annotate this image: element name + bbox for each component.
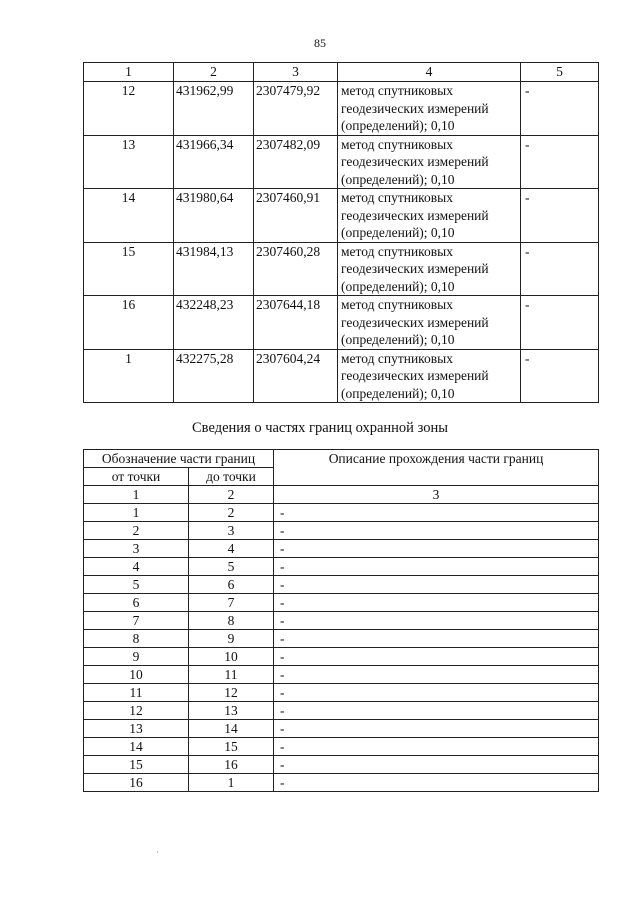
description-cell: - bbox=[274, 558, 599, 576]
parts-header-row bbox=[84, 450, 599, 468]
description-cell: - bbox=[274, 666, 599, 684]
from-point-cell: 4 bbox=[84, 558, 189, 576]
y-coordinate-cell: 2307460,28 bbox=[254, 242, 338, 296]
column-index: 2 bbox=[189, 486, 274, 504]
description-cell: - bbox=[274, 504, 599, 522]
to-point-cell: 2 bbox=[189, 504, 274, 522]
point-number-cell: 13 bbox=[84, 135, 174, 189]
column-header: 3 bbox=[254, 63, 338, 82]
description-cell: - bbox=[274, 540, 599, 558]
table-row bbox=[84, 522, 599, 540]
from-point-cell: 9 bbox=[84, 648, 189, 666]
point-number-cell: 14 bbox=[84, 189, 174, 243]
method-cell: метод спутниковых геодезических измерений (определений); 0,10 bbox=[338, 189, 521, 243]
description-cell: - bbox=[274, 648, 599, 666]
from-point-cell: 2 bbox=[84, 522, 189, 540]
from-point-cell: 12 bbox=[84, 702, 189, 720]
method-cell: метод спутниковых геодезических измерений (определений); 0,10 bbox=[338, 349, 521, 403]
method-cell: метод спутниковых геодезических измерений (определений); 0,10 bbox=[338, 135, 521, 189]
to-point-cell: 8 bbox=[189, 612, 274, 630]
table-row bbox=[84, 82, 599, 136]
from-point-cell: 1 bbox=[84, 504, 189, 522]
method-cell: метод спутниковых геодезических измерений (определений); 0,10 bbox=[338, 296, 521, 350]
table-row bbox=[84, 720, 599, 738]
to-point-cell: 16 bbox=[189, 756, 274, 774]
to-point-cell: 13 bbox=[189, 702, 274, 720]
page-number: 85 bbox=[314, 36, 326, 50]
description-cell: - bbox=[274, 774, 599, 792]
description-cell: - bbox=[274, 522, 599, 540]
y-coordinate-cell: 2307604,24 bbox=[254, 349, 338, 403]
from-point-cell: 14 bbox=[84, 738, 189, 756]
coordinates-header-row bbox=[84, 63, 599, 82]
table-row bbox=[84, 684, 599, 702]
to-point-cell: 15 bbox=[189, 738, 274, 756]
y-coordinate-cell: 2307460,91 bbox=[254, 189, 338, 243]
to-point-cell: 6 bbox=[189, 576, 274, 594]
column-index: 1 bbox=[84, 486, 189, 504]
y-coordinate-cell: 2307482,09 bbox=[254, 135, 338, 189]
point-number-cell: 1 bbox=[84, 349, 174, 403]
to-point-cell: 14 bbox=[189, 720, 274, 738]
column-header: 2 bbox=[174, 63, 254, 82]
table-row bbox=[84, 349, 599, 403]
description-cell: - bbox=[274, 576, 599, 594]
table-row bbox=[84, 540, 599, 558]
to-point-cell: 12 bbox=[189, 684, 274, 702]
from-point-cell: 3 bbox=[84, 540, 189, 558]
from-point-cell: 7 bbox=[84, 612, 189, 630]
description-cell: - bbox=[274, 684, 599, 702]
section-title: Сведения о частях границ охранной зоны bbox=[192, 420, 448, 436]
description-cell: - bbox=[521, 242, 599, 296]
x-coordinate-cell: 431984,13 bbox=[174, 242, 254, 296]
table-row bbox=[84, 630, 599, 648]
table-row bbox=[84, 594, 599, 612]
point-number-cell: 12 bbox=[84, 82, 174, 136]
description-cell: - bbox=[274, 720, 599, 738]
from-point-cell: 6 bbox=[84, 594, 189, 612]
table-row bbox=[84, 738, 599, 756]
from-point-header: от точки bbox=[84, 468, 189, 486]
table-row bbox=[84, 135, 599, 189]
to-point-cell: 1 bbox=[189, 774, 274, 792]
y-coordinate-cell: 2307644,18 bbox=[254, 296, 338, 350]
table-row bbox=[84, 612, 599, 630]
scan-speck: · bbox=[156, 848, 159, 857]
parts-index-row bbox=[84, 486, 599, 504]
to-point-cell: 9 bbox=[189, 630, 274, 648]
to-point-cell: 11 bbox=[189, 666, 274, 684]
description-cell: - bbox=[521, 135, 599, 189]
point-number-cell: 15 bbox=[84, 242, 174, 296]
column-header: 1 bbox=[84, 63, 174, 82]
table-row bbox=[84, 774, 599, 792]
table-row bbox=[84, 756, 599, 774]
table-row bbox=[84, 296, 599, 350]
boundary-part-designation-header: Обозначение части границ bbox=[84, 450, 274, 468]
table-row bbox=[84, 648, 599, 666]
description-cell: - bbox=[274, 612, 599, 630]
description-cell: - bbox=[521, 349, 599, 403]
x-coordinate-cell: 432275,28 bbox=[174, 349, 254, 403]
from-point-cell: 16 bbox=[84, 774, 189, 792]
from-point-cell: 15 bbox=[84, 756, 189, 774]
boundary-parts-table bbox=[83, 449, 599, 792]
y-coordinate-cell: 2307479,92 bbox=[254, 82, 338, 136]
from-point-cell: 5 bbox=[84, 576, 189, 594]
table-row bbox=[84, 189, 599, 243]
column-header: 5 bbox=[521, 63, 599, 82]
boundary-description-header: Описание прохождения части границ bbox=[274, 450, 599, 486]
point-number-cell: 16 bbox=[84, 296, 174, 350]
coordinates-table bbox=[83, 62, 599, 403]
column-index: 3 bbox=[274, 486, 599, 504]
to-point-header: до точки bbox=[189, 468, 274, 486]
description-cell: - bbox=[274, 630, 599, 648]
from-point-cell: 10 bbox=[84, 666, 189, 684]
column-header: 4 bbox=[338, 63, 521, 82]
description-cell: - bbox=[274, 594, 599, 612]
table-row bbox=[84, 666, 599, 684]
from-point-cell: 8 bbox=[84, 630, 189, 648]
description-cell: - bbox=[521, 296, 599, 350]
table-row bbox=[84, 576, 599, 594]
from-point-cell: 13 bbox=[84, 720, 189, 738]
table-row bbox=[84, 558, 599, 576]
x-coordinate-cell: 431980,64 bbox=[174, 189, 254, 243]
to-point-cell: 5 bbox=[189, 558, 274, 576]
description-cell: - bbox=[521, 189, 599, 243]
to-point-cell: 3 bbox=[189, 522, 274, 540]
description-cell: - bbox=[274, 756, 599, 774]
to-point-cell: 7 bbox=[189, 594, 274, 612]
x-coordinate-cell: 432248,23 bbox=[174, 296, 254, 350]
description-cell: - bbox=[274, 738, 599, 756]
method-cell: метод спутниковых геодезических измерений (определений); 0,10 bbox=[338, 82, 521, 136]
method-cell: метод спутниковых геодезических измерений (определений); 0,10 bbox=[338, 242, 521, 296]
from-point-cell: 11 bbox=[84, 684, 189, 702]
to-point-cell: 4 bbox=[189, 540, 274, 558]
table-row bbox=[84, 242, 599, 296]
table-row bbox=[84, 702, 599, 720]
description-cell: - bbox=[274, 702, 599, 720]
table-row bbox=[84, 504, 599, 522]
to-point-cell: 10 bbox=[189, 648, 274, 666]
x-coordinate-cell: 431962,99 bbox=[174, 82, 254, 136]
x-coordinate-cell: 431966,34 bbox=[174, 135, 254, 189]
description-cell: - bbox=[521, 82, 599, 136]
